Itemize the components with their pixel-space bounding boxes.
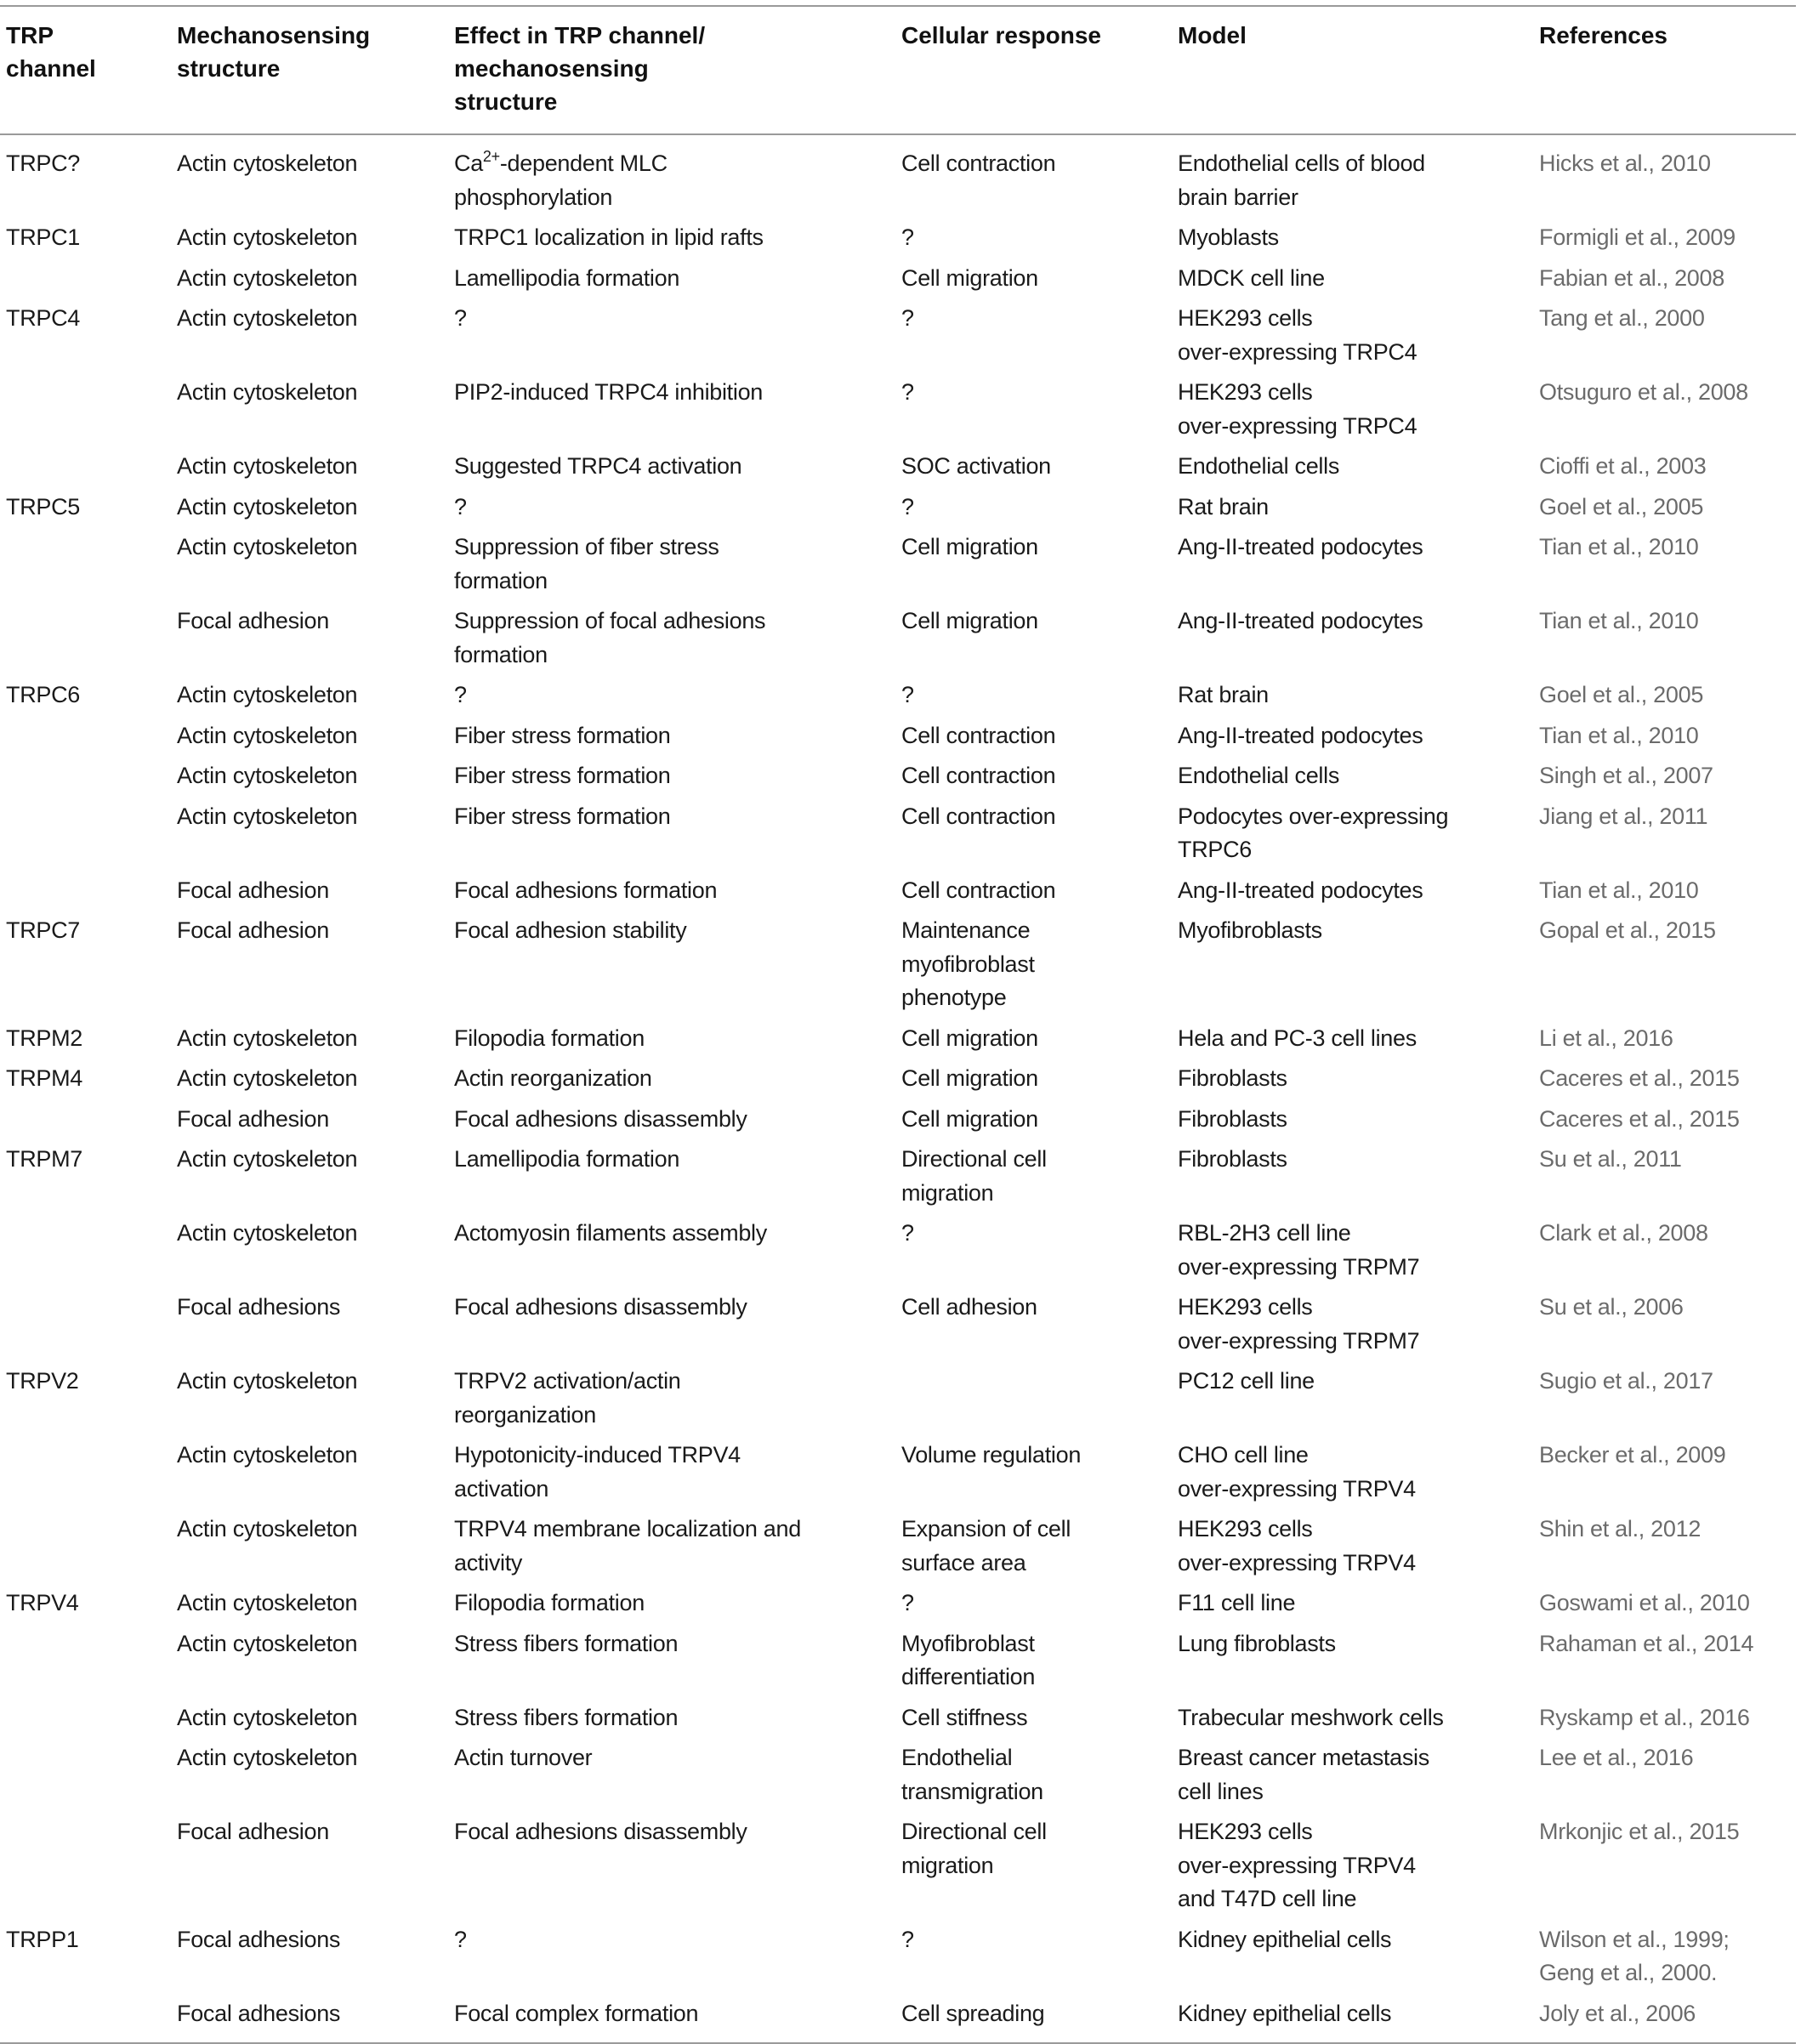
cellular-response-cell: Directional cell migration: [901, 1146, 1047, 1206]
model-cell: HEK293 cells over-expressing TRPC4: [1178, 305, 1418, 365]
trp-channel-cell: TRPC7: [6, 917, 81, 943]
trp-channel-cell: TRPP1: [6, 1926, 79, 1952]
reference-cell[interactable]: Gopal et al., 2015: [1539, 917, 1716, 943]
effect-cell: ?: [454, 305, 467, 331]
effect-cell: Fiber stress formation: [454, 763, 671, 788]
cellular-response-cell: Cell contraction: [901, 722, 1056, 748]
trp-channel-cell: [0, 1812, 177, 1920]
trp-channel-cell: [0, 797, 177, 871]
model-cell: Podocytes over-expressing TRPC6: [1178, 803, 1449, 862]
reference-cell[interactable]: Clark et al., 2008: [1539, 1220, 1708, 1246]
table-row: [0, 1624, 1796, 1698]
reference-cell[interactable]: Jiang et al., 2011: [1539, 803, 1708, 829]
mechanosensing-structure-cell: Actin cytoskeleton: [177, 722, 358, 748]
mechanosensing-structure-cell: Actin cytoskeleton: [177, 1220, 358, 1246]
reference-cell[interactable]: Caceres et al., 2015: [1539, 1105, 1740, 1132]
trp-channel-cell: [0, 1994, 177, 2044]
cellular-response-cell: ?: [901, 224, 914, 250]
effect-cell: Suppression of focal adhesions formation: [454, 608, 766, 667]
reference-cell[interactable]: Shin et al., 2012: [1539, 1516, 1702, 1542]
model-cell: Kidney epithelial cells: [1178, 1926, 1392, 1952]
cellular-response-cell: Cell contraction: [901, 877, 1056, 903]
table-row: [0, 298, 1796, 372]
trp-channel-cell: TRPM2: [6, 1025, 83, 1051]
cellular-response-cell: Cell stiffness: [901, 1704, 1028, 1730]
table-row: [0, 675, 1796, 716]
reference-cell[interactable]: Tian et al., 2010: [1539, 877, 1699, 903]
mechanosensing-structure-cell: Actin cytoskeleton: [177, 1442, 358, 1468]
effect-cell: Focal complex formation: [454, 2000, 699, 2026]
mechanosensing-structure-cell: Actin cytoskeleton: [177, 453, 358, 479]
effect-cell: Filopodia formation: [454, 1590, 645, 1615]
reference-cell[interactable]: Cioffi et al., 2003: [1539, 453, 1707, 479]
model-cell: Fibroblasts: [1178, 1105, 1287, 1132]
header-model: Model: [1178, 22, 1247, 48]
reference-cell[interactable]: Mrkonjic et al., 2015: [1539, 1819, 1740, 1844]
cellular-response-cell: Endothelial transmigration: [901, 1745, 1043, 1804]
trp-channel-cell: TRPV4: [6, 1590, 79, 1615]
effect-cell: Focal adhesions disassembly: [454, 1819, 747, 1844]
trp-channel-cell: [0, 1213, 177, 1287]
mechanosensing-structure-cell: Actin cytoskeleton: [177, 1704, 358, 1730]
trp-channel-cell: [0, 1099, 177, 1140]
table-row: [0, 1213, 1796, 1287]
mechanosensing-structure-cell: Actin cytoskeleton: [177, 150, 358, 176]
effect-cell: ?: [454, 1926, 467, 1952]
cellular-response-cell: Cell migration: [901, 1065, 1038, 1091]
table-row: [0, 601, 1796, 675]
cellular-response-cell: Cell contraction: [901, 150, 1056, 176]
table-row: [0, 1583, 1796, 1624]
effect-cell: Hypotonicity-induced TRPV4 activation: [454, 1442, 741, 1502]
reference-cell[interactable]: Su et al., 2006: [1539, 1294, 1684, 1320]
mechanosensing-structure-cell: Actin cytoskeleton: [177, 803, 358, 829]
model-cell: RBL-2H3 cell line over-expressing TRPM7: [1178, 1220, 1420, 1280]
table-row: [0, 716, 1796, 757]
table-row: [0, 911, 1796, 1019]
table-row: [0, 1812, 1796, 1920]
cellular-response-cell: ?: [901, 1926, 914, 1952]
trp-channel-cell: TRPC6: [6, 682, 81, 707]
cellular-response-cell: Cell migration: [901, 534, 1038, 559]
trp-channel-cell: [0, 446, 177, 487]
reference-cell[interactable]: Goel et al., 2005: [1539, 493, 1704, 520]
reference-cell[interactable]: Singh et al., 2007: [1539, 763, 1713, 788]
model-cell: Endothelial cells of blood brain barrier: [1178, 150, 1425, 210]
cellular-response-cell: Myofibroblast differentiation: [901, 1630, 1036, 1689]
cellular-response-cell: Cell contraction: [901, 803, 1056, 829]
model-cell: Ang-II-treated podocytes: [1178, 534, 1423, 559]
cellular-response-cell: Expansion of cell surface area: [901, 1516, 1071, 1576]
reference-cell[interactable]: Wilson et al., 1999; Geng et al., 2000.: [1539, 1926, 1730, 1985]
header-references: References: [1539, 22, 1667, 48]
mechanosensing-structure-cell: Actin cytoskeleton: [177, 763, 358, 788]
effect-cell: Fiber stress formation: [454, 722, 671, 748]
mechanosensing-structure-cell: Actin cytoskeleton: [177, 1745, 358, 1770]
mechanosensing-structure-cell: Actin cytoskeleton: [177, 1630, 358, 1656]
reference-cell[interactable]: Li et al., 2016: [1539, 1025, 1673, 1051]
reference-cell[interactable]: Lee et al., 2016: [1539, 1745, 1694, 1770]
cellular-response-cell: Cell contraction: [901, 763, 1056, 788]
trp-channel-cell: TRPC1: [6, 224, 81, 250]
cellular-response-cell: ?: [901, 682, 914, 707]
reference-cell[interactable]: Otsuguro et al., 2008: [1539, 379, 1748, 405]
model-cell: HEK293 cells over-expressing TRPM7: [1178, 1294, 1420, 1354]
reference-cell[interactable]: Tian et al., 2010: [1539, 608, 1699, 633]
cellular-response-cell: Cell migration: [901, 1105, 1038, 1132]
cellular-response-cell: ?: [901, 1220, 914, 1246]
effect-cell: ?: [454, 682, 467, 707]
mechanosensing-structure-cell: Actin cytoskeleton: [177, 1516, 358, 1542]
cellular-response-cell: Cell migration: [901, 264, 1038, 291]
trp-channel-cell: [0, 716, 177, 757]
trp-channel-cell: [0, 1287, 177, 1361]
table-row: [0, 1019, 1796, 1059]
cellular-response-cell: Volume regulation: [901, 1442, 1082, 1468]
header-trp-channel: TRP channel: [6, 22, 96, 82]
trp-channel-cell: TRPV2: [6, 1368, 79, 1394]
table-row: [0, 871, 1796, 911]
reference-cell[interactable]: Sugio et al., 2017: [1539, 1368, 1713, 1394]
table-row: [0, 372, 1796, 446]
effect-cell: [454, 134, 901, 218]
effect-cell: Stress fibers formation: [454, 1630, 679, 1656]
model-cell: Fibroblasts: [1178, 1146, 1287, 1172]
reference-cell[interactable]: Su et al., 2011: [1539, 1146, 1682, 1172]
trp-channel-cell: [0, 756, 177, 797]
trp-channel-cell: [0, 1738, 177, 1812]
mechanosensing-structure-cell: Actin cytoskeleton: [177, 1368, 358, 1394]
table-row: [0, 487, 1796, 528]
mechanosensing-structure-cell: Actin cytoskeleton: [177, 493, 358, 520]
model-cell: Endothelial cells: [1178, 453, 1340, 479]
reference-cell[interactable]: Joly et al., 2006: [1539, 2000, 1696, 2026]
table-row: [0, 1738, 1796, 1812]
trp-channel-cell: [0, 1509, 177, 1583]
trp-channel-cell: [0, 527, 177, 601]
mechanosensing-structure-cell: Actin cytoskeleton: [177, 534, 358, 559]
trp-channel-cell: [0, 1435, 177, 1509]
model-cell: Ang-II-treated podocytes: [1178, 877, 1423, 903]
reference-cell[interactable]: Goswami et al., 2010: [1539, 1590, 1750, 1615]
cellular-response-cell: ?: [901, 493, 914, 520]
model-cell: HEK293 cells over-expressing TRPV4 and T47D cell line: [1178, 1819, 1416, 1911]
reference-cell[interactable]: Tang et al., 2000: [1539, 305, 1705, 331]
effect-cell: ?: [454, 493, 467, 520]
table-body: [0, 134, 1796, 2043]
table-row: [0, 1361, 1796, 1435]
effect-cell: TRPV2 activation/actin reorganization: [454, 1368, 681, 1428]
effect-cell: TRPV4 membrane localization and activity: [454, 1516, 801, 1576]
model-cell: Trabecular meshwork cells: [1178, 1704, 1444, 1730]
trp-channel-cell: [0, 372, 177, 446]
table-row: [0, 446, 1796, 487]
model-cell: Rat brain: [1178, 493, 1269, 520]
model-cell: Lung fibroblasts: [1178, 1630, 1336, 1656]
reference-cell[interactable]: Formigli et al., 2009: [1539, 224, 1736, 250]
effect-cell: Lamellipodia formation: [454, 1146, 680, 1172]
table-row: [0, 1139, 1796, 1213]
trp-channel-cell: [0, 1698, 177, 1739]
mechanosensing-structure-cell: Focal adhesions: [177, 1294, 341, 1320]
header-row: [0, 6, 1796, 134]
model-cell: HEK293 cells over-expressing TRPV4: [1178, 1516, 1416, 1576]
model-cell: Breast cancer metastasis cell lines: [1178, 1745, 1429, 1804]
mechanosensing-structure-cell: Focal adhesion: [177, 1105, 329, 1132]
model-cell: Ang-II-treated podocytes: [1178, 722, 1423, 748]
mechanosensing-structure-cell: Focal adhesions: [177, 1926, 341, 1952]
effect-cell: Suppression of fiber stress formation: [454, 534, 719, 593]
mechanosensing-structure-cell: Actin cytoskeleton: [177, 305, 358, 331]
model-cell: CHO cell line over-expressing TRPV4: [1178, 1442, 1416, 1502]
effect-cell: TRPC1 localization in lipid rafts: [454, 224, 764, 250]
effect-cell: PIP2-induced TRPC4 inhibition: [454, 379, 764, 405]
model-cell: Kidney epithelial cells: [1178, 2000, 1392, 2026]
table-row: [0, 1509, 1796, 1583]
reference-cell[interactable]: Rahaman et al., 2014: [1539, 1630, 1754, 1656]
cellular-response-cell: Cell spreading: [901, 2000, 1045, 2026]
effect-cell: Lamellipodia formation: [454, 264, 680, 291]
reference-cell[interactable]: Becker et al., 2009: [1539, 1442, 1726, 1468]
model-cell: Rat brain: [1178, 682, 1269, 707]
table-row: [0, 1994, 1796, 2044]
trp-channel-cell: [0, 871, 177, 911]
effect-cell: Focal adhesions formation: [454, 877, 718, 903]
table-row: [0, 134, 1796, 218]
effect-cell: Actin turnover: [454, 1745, 593, 1770]
trp-mechanosensing-table: [0, 5, 1796, 2044]
reference-cell[interactable]: Hicks et al., 2010: [1539, 150, 1711, 176]
table-row: [0, 258, 1796, 299]
effect-cell: Actin reorganization: [454, 1065, 652, 1091]
mechanosensing-structure-cell: Focal adhesion: [177, 1819, 329, 1844]
effect-cell: Focal adhesions disassembly: [454, 1294, 747, 1320]
effect-cell: Stress fibers formation: [454, 1704, 679, 1730]
header-mechanosensing-structure: Mechanosensing structure: [177, 22, 371, 82]
mechanosensing-structure-cell: Actin cytoskeleton: [177, 1146, 358, 1172]
effect-cell: Filopodia formation: [454, 1025, 645, 1051]
mechanosensing-structure-cell: Focal adhesions: [177, 2000, 341, 2026]
model-cell: PC12 cell line: [1178, 1368, 1315, 1394]
cellular-response-cell: Cell adhesion: [901, 1294, 1037, 1320]
trp-channel-cell: TRPM7: [6, 1146, 83, 1172]
reference-cell[interactable]: Tian et al., 2010: [1539, 534, 1699, 559]
mechanosensing-structure-cell: Actin cytoskeleton: [177, 1025, 358, 1051]
table-row: [0, 756, 1796, 797]
trp-channel-cell: TRPC4: [6, 305, 81, 331]
table-row: [0, 1920, 1796, 1994]
effect-text-post: -dependent MLC phosphorylation: [454, 150, 668, 210]
trp-channel-cell: [0, 601, 177, 675]
effect-text-pre: Ca: [454, 150, 483, 176]
mechanosensing-structure-cell: Actin cytoskeleton: [177, 379, 358, 405]
reference-cell[interactable]: Caceres et al., 2015: [1539, 1065, 1740, 1091]
mechanosensing-structure-cell: Actin cytoskeleton: [177, 1590, 358, 1615]
table-row: [0, 1287, 1796, 1361]
mechanosensing-structure-cell: Focal adhesion: [177, 877, 329, 903]
cellular-response-cell: Maintenance myofibroblast phenotype: [901, 917, 1035, 1010]
reference-cell[interactable]: Tian et al., 2010: [1539, 722, 1699, 748]
effect-text-sup: 2+: [482, 148, 500, 165]
cellular-response-cell: SOC activation: [901, 453, 1051, 479]
effect-cell: Focal adhesions disassembly: [454, 1105, 747, 1132]
cellular-response-cell: Cell migration: [901, 1025, 1038, 1051]
model-cell: Endothelial cells: [1178, 763, 1340, 788]
mechanosensing-structure-cell: Actin cytoskeleton: [177, 1065, 358, 1091]
trp-channel-cell: TRPC5: [6, 493, 81, 520]
mechanosensing-structure-cell: Focal adhesion: [177, 917, 329, 943]
table-row: [0, 1059, 1796, 1099]
mechanosensing-structure-cell: Actin cytoskeleton: [177, 682, 358, 707]
mechanosensing-structure-cell: Actin cytoskeleton: [177, 224, 358, 250]
model-cell: MDCK cell line: [1178, 264, 1325, 291]
mechanosensing-structure-cell: Focal adhesion: [177, 608, 329, 633]
effect-cell: Actomyosin filaments assembly: [454, 1220, 767, 1246]
cellular-response-cell: [901, 1361, 1178, 1435]
effect-cell: Suggested TRPC4 activation: [454, 453, 742, 479]
model-cell: Fibroblasts: [1178, 1065, 1287, 1091]
model-cell: Myofibroblasts: [1178, 917, 1322, 943]
trp-channel-cell: [0, 1624, 177, 1698]
cellular-response-cell: Directional cell migration: [901, 1819, 1047, 1878]
table-row: [0, 797, 1796, 871]
table-header: [0, 6, 1796, 134]
reference-cell[interactable]: Fabian et al., 2008: [1539, 264, 1724, 291]
cellular-response-cell: ?: [901, 305, 914, 331]
model-cell: Myoblasts: [1178, 224, 1279, 250]
trp-channel-cell: TRPC?: [6, 150, 81, 176]
reference-cell[interactable]: Goel et al., 2005: [1539, 682, 1704, 707]
table-row: [0, 1099, 1796, 1140]
table-row: [0, 1698, 1796, 1739]
trp-channel-cell: [0, 258, 177, 299]
header-effect: Effect in TRP channel/ mechanosensing structure: [454, 22, 706, 115]
trp-channel-cell: TRPM4: [6, 1065, 83, 1091]
reference-cell[interactable]: Ryskamp et al., 2016: [1539, 1704, 1750, 1730]
effect-cell: Fiber stress formation: [454, 803, 671, 829]
effect-cell: Focal adhesion stability: [454, 917, 687, 943]
cellular-response-cell: ?: [901, 379, 914, 405]
model-cell: Hela and PC-3 cell lines: [1178, 1025, 1417, 1051]
header-cellular-response: Cellular response: [901, 22, 1101, 48]
table-row: [0, 218, 1796, 258]
model-cell: HEK293 cells over-expressing TRPC4: [1178, 379, 1418, 439]
model-cell: Ang-II-treated podocytes: [1178, 608, 1423, 633]
cellular-response-cell: ?: [901, 1590, 914, 1615]
table-row: [0, 1435, 1796, 1509]
mechanosensing-structure-cell: Actin cytoskeleton: [177, 264, 358, 291]
cellular-response-cell: Cell migration: [901, 608, 1038, 633]
model-cell: F11 cell line: [1178, 1590, 1296, 1615]
table-row: [0, 527, 1796, 601]
